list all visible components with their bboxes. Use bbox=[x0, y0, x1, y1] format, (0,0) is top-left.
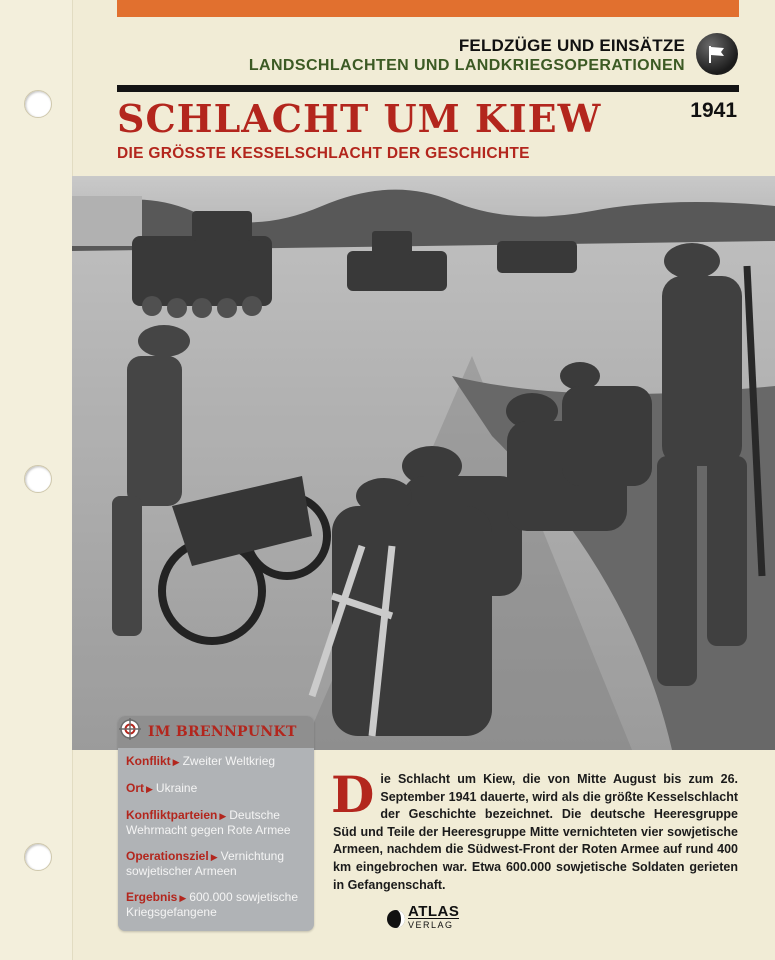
publisher-brand: ATLAS bbox=[408, 903, 460, 920]
binder-margin bbox=[0, 0, 73, 960]
publisher-division: VERLAG bbox=[408, 918, 459, 932]
publisher-logo bbox=[386, 905, 459, 932]
fact-value: Zweiter Weltkrieg bbox=[182, 754, 276, 768]
header-rule bbox=[117, 85, 739, 92]
target-icon bbox=[118, 717, 140, 739]
arrow-right-icon: ▶ bbox=[210, 852, 218, 862]
key-facts-box bbox=[118, 716, 314, 931]
fact-key: Ort bbox=[126, 781, 144, 795]
drop-cap: D bbox=[331, 765, 375, 824]
fact-key: Ergebnis bbox=[126, 890, 178, 904]
top-color-bar bbox=[117, 0, 739, 17]
arrow-right-icon: ▶ bbox=[146, 784, 153, 794]
historical-photo bbox=[72, 176, 775, 750]
fact-value: 600.000 sowjetische Kriegsgefangene bbox=[126, 890, 299, 919]
fact-key: Konfliktparteien bbox=[126, 808, 218, 822]
fact-value: Ukraine bbox=[155, 781, 198, 795]
fact-key: Konflikt bbox=[126, 754, 171, 768]
fact-item-objective bbox=[126, 849, 306, 878]
atlas-globe-icon bbox=[386, 909, 406, 929]
flag-icon bbox=[696, 33, 738, 75]
fact-item-result bbox=[126, 890, 306, 919]
category-header bbox=[249, 36, 685, 76]
year-label: 1941 bbox=[690, 99, 737, 122]
arrow-right-icon: ▶ bbox=[179, 893, 187, 903]
arrow-right-icon: ▶ bbox=[172, 757, 180, 767]
fact-item-conflict bbox=[126, 754, 306, 769]
publisher-name bbox=[408, 905, 459, 932]
fact-key: Operationsziel bbox=[126, 849, 209, 863]
fact-value: Vernichtung sowjetischer Armeen bbox=[126, 849, 284, 878]
fact-list bbox=[118, 748, 314, 919]
punch-hole bbox=[24, 843, 52, 871]
fact-item-parties bbox=[126, 808, 306, 837]
page-subtitle: DIE GRÖSSTE KESSELSCHLACHT DER GESCHICHTE bbox=[117, 145, 530, 162]
infobox-title: IM BRENNPUNKT bbox=[148, 724, 297, 740]
fact-item-location bbox=[126, 781, 306, 796]
punch-hole bbox=[24, 90, 52, 118]
article-body bbox=[331, 765, 738, 894]
page-title: SCHLACHT UM KIEW bbox=[117, 96, 602, 141]
arrow-right-icon: ▶ bbox=[219, 811, 227, 821]
punch-hole bbox=[24, 465, 52, 493]
article-text: ie Schlacht um Kiew, die von Mitte August bis zum 26. September 1941 dauerte, wird als die größte Kesselschlacht der Geschichte bezeichnet. Die deutsche Heeresgruppe Süd und Teile der Heeresgruppe Mitte vernichteten vier sowjetische Armeen, nachdem die Südwest-Front der Roten Armee auf rund 400 km eingebrochen war. Etwa 600.000 sowjetische Soldaten gerieten in Gefangenschaft. bbox=[333, 772, 738, 892]
category-label: FELDZÜGE UND EINSÄTZE bbox=[458, 36, 685, 55]
subcategory-label: LANDSCHLACHTEN UND LANDKRIEGSOPERATIONEN bbox=[248, 57, 685, 74]
infobox-header bbox=[118, 716, 314, 748]
fact-value: Deutsche Wehrmacht gegen Rote Armee bbox=[126, 808, 291, 837]
